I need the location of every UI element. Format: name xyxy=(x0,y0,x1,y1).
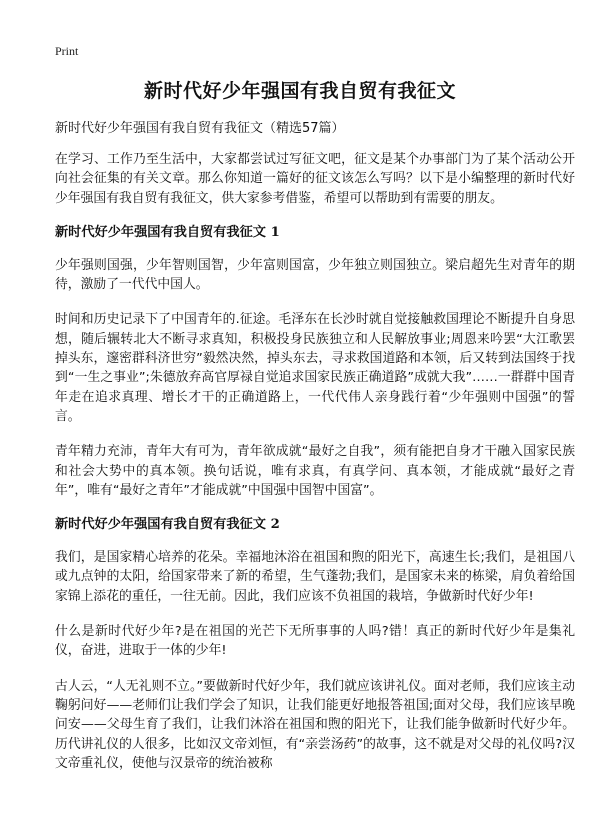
intro-paragraph: 在学习、工作乃至生活中，大家都尝试过写征文吧，征文是某个办事部门为了某个活动公开向社会征集的有关文章。那么你知道一篇好的征文该怎么写吗？以下是小编整理的新时代好少年强国有我自贸有我征文，供大家参考借鉴，希望可以帮助到有需要的朋友。 xyxy=(55,152,575,206)
article-body xyxy=(55,150,575,789)
section-1-paragraph: 青年精力充沛，青年大有可为，青年欲成就“最好之自我”，须有能把自身才干融入国家民族和社会大势中的真本领。换句话说，唯有求真，有真学问、真本领，才能成就“最好之青年”，唯有“最好之青年”才能成就”中国强中国智中国富”。 xyxy=(55,444,575,498)
section-1-paragraph: 少年强则国强，少年智则国智，少年富则国富，少年独立则国独立。梁启超先生对青年的期待，激励了一代代中国人。 xyxy=(55,257,575,293)
section-2-paragraph: 古人云，“人无礼则不立。”要做新时代好少年，我们就应该讲礼仪。面对老师，我们应该主动鞠躬问好——老师们让我们学会了知识，让我们能更好地报答祖国;面对父母，我们应该早晚问安——父母生育了我们，让我们沐浴在祖国和煦的阳光下，让我们能争做新时代好少年。历代讲礼仪的人很多，比如汉文帝刘恒，有“亲尝汤药”的故事，这不就是对父母的礼仪吗?汉文帝重礼仪，使他与汉景帝的统治被称 xyxy=(55,678,575,771)
section-heading-2: 新时代好少年强国有我自贸有我征文 2 xyxy=(55,517,280,533)
section-heading-1: 新时代好少年强国有我自贸有我征文 1 xyxy=(55,224,280,240)
section-2-paragraph: 什么是新时代好少年?是在祖国的光芒下无所事事的人吗?错！真正的新时代好少年是集礼仪，奋进，进取于一体的少年! xyxy=(55,624,575,659)
print-link[interactable]: Print xyxy=(55,44,79,58)
section-1-paragraph: 时间和历史记录下了中国青年的.征途。毛泽东在长沙时就自觉接触救国理论不断提升自身思想，随后辗转北大不断寻求真知，积极投身民族独立和人民解放事业;周恩来吟罢“大江歌罢掉头东，邃密群科济世穷”毅然决然，掉头东去，寻求救国道路和本领，后又转到法国终于找到“一生之事业”;朱德放弃高官厚禄自觉追求国家民族正确道路”成就大我”……一群群中国青年走在追求真理、增长才干的正确道路上，一代代伟人亲身践行着“少年强则中国强”的誓言。 xyxy=(55,312,575,424)
document-subtitle: 新时代好少年强国有我自贸有我征文（精选57篇） xyxy=(55,121,345,136)
section-2-paragraph: 我们，是国家精心培养的花朵。幸福地沐浴在祖国和煦的阳光下，高速生长;我们，是祖国八或九点钟的太阳，给国家带来了新的希望，生气蓬勃;我们，是国家未来的栋梁，肩负着给国家锦上添花的重任，一往无前。因此，我们应该不负祖国的栽培，争做新时代好少年! xyxy=(55,550,575,604)
document-title: 新时代好少年强国有我自贸有我征文 xyxy=(143,80,456,102)
